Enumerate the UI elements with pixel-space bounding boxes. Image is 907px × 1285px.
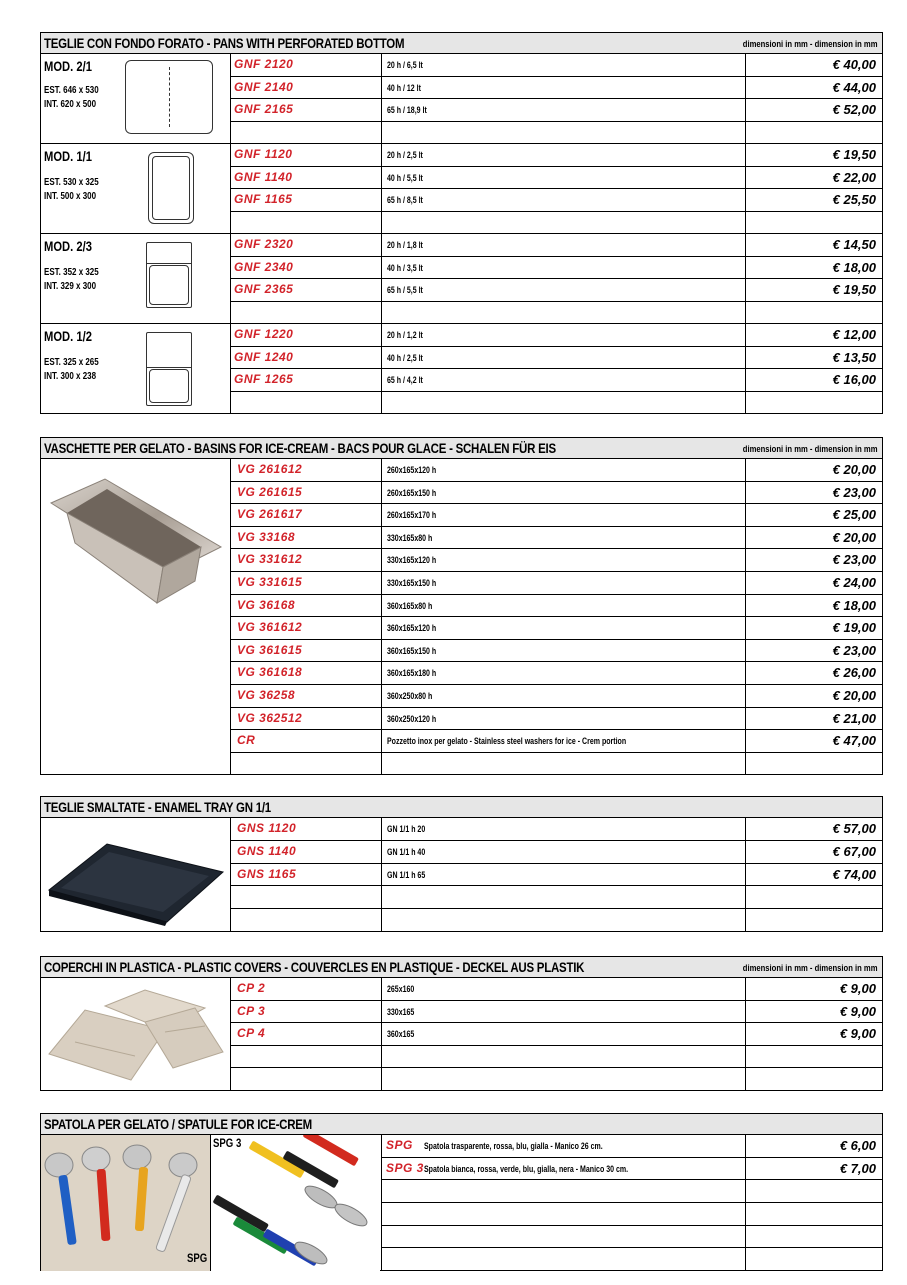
section-title: VASCHETTE PER GELATO - BASINS FOR ICE-CREAM - BACS POUR GLACE - SCHALEN FÜR EIS: [44, 440, 556, 456]
photo-label-spg3: SPG 3: [213, 1136, 242, 1150]
item-description: 265x160: [387, 984, 415, 994]
table-row: [230, 864, 882, 887]
item-code: GNF 1220: [234, 327, 294, 341]
item-code: GNF 2340: [234, 259, 294, 274]
section-icecream-spatula: [40, 1113, 883, 1271]
table-row: [230, 144, 882, 167]
item-price: € 25,00: [832, 507, 876, 523]
item-code: VG 361612: [237, 620, 303, 635]
table-row: [230, 504, 882, 527]
pan-inner-outline: [152, 156, 190, 220]
item-price: € 44,00: [832, 79, 876, 95]
dimensions-note: dimensioni in mm - dimension in mm: [743, 963, 878, 973]
item-code: GNF 2320: [234, 237, 294, 251]
table-row: [381, 1226, 882, 1249]
item-price: € 19,50: [832, 147, 876, 162]
covers-table: [41, 978, 882, 1091]
item-price: € 74,00: [832, 866, 876, 882]
item-price: € 19,00: [832, 620, 876, 636]
module-block: [41, 144, 230, 234]
item-price: € 18,00: [832, 597, 876, 613]
item-description: 360x165x80 h: [387, 600, 433, 611]
table-row: [381, 1203, 882, 1226]
module-block: [41, 324, 230, 414]
item-description: 360x165x120 h: [387, 623, 437, 634]
item-description: 330x165x80 h: [387, 532, 433, 543]
item-code: GNF 2140: [234, 79, 294, 94]
section-enamel-tray: [40, 796, 883, 932]
table-row: [230, 640, 882, 663]
item-price: € 26,00: [832, 665, 876, 681]
item-code: SPG 3: [386, 1160, 424, 1175]
section-title: TEGLIE CON FONDO FORATO - PANS WITH PERFORATED BOTTOM: [44, 35, 405, 51]
item-code: GNF 1140: [234, 169, 293, 184]
item-price: € 67,00: [832, 843, 876, 859]
table-row: [230, 392, 882, 414]
section-header: [41, 797, 882, 818]
item-price: € 7,00: [839, 1160, 876, 1176]
item-code: VG 36258: [237, 688, 296, 702]
table-row: [230, 753, 882, 775]
item-code: GNF 2165: [234, 102, 294, 116]
item-description: 360x250x80 h: [387, 691, 433, 701]
item-description: 65 h / 4,2 lt: [387, 375, 423, 385]
item-description: Spatola bianca, rossa, verde, blu, gialla, nera - Manico 30 cm.: [424, 1163, 629, 1174]
item-code: CP 2: [237, 981, 266, 995]
table-row: [230, 909, 882, 931]
item-price: € 23,00: [832, 484, 876, 500]
gastronorm-pan-icon: [146, 332, 192, 406]
table-row: [230, 459, 882, 482]
item-description: 330x165x120 h: [387, 555, 437, 566]
table-row: [230, 549, 882, 572]
item-code: GNF 2365: [234, 282, 294, 296]
item-code: VG 261612: [237, 462, 303, 476]
dimensions-note: dimensioni in mm - dimension in mm: [743, 39, 878, 49]
table-row: [230, 302, 882, 325]
table-row: [230, 324, 882, 347]
item-price: € 21,00: [832, 710, 876, 726]
item-price: € 20,00: [832, 688, 876, 703]
table-row: [230, 617, 882, 640]
item-code: CP 4: [237, 1026, 266, 1041]
section-perforated-pans: [40, 32, 883, 414]
item-description: 20 h / 6,5 lt: [387, 60, 423, 70]
item-price: € 12,00: [832, 327, 876, 342]
item-description: 360x165x150 h: [387, 645, 437, 656]
dimensions-note: dimensioni in mm - dimension in mm: [743, 444, 878, 454]
item-price: € 23,00: [832, 552, 876, 568]
table-row: [230, 1068, 882, 1090]
pan-divider: [147, 263, 191, 264]
item-price: € 13,50: [832, 349, 876, 365]
item-price: € 6,00: [839, 1138, 876, 1153]
pans-table: [41, 54, 882, 414]
item-price: € 16,00: [832, 372, 876, 387]
item-code: VG 362512: [237, 710, 303, 725]
spg-scoops-photo: [41, 1135, 210, 1271]
basins-table: [41, 459, 882, 775]
table-row: [230, 572, 882, 595]
item-code: CR: [237, 733, 256, 748]
item-description: Spatola trasparente, rossa, blu, gialla - Manico 26 cm.: [424, 1141, 603, 1151]
item-description: 360x165x180 h: [387, 668, 437, 679]
table-row: [230, 167, 882, 190]
item-description: 20 h / 1,8 lt: [387, 240, 423, 250]
spg3-spatulas-photo: [211, 1135, 380, 1271]
external-dimensions: EST. 646 x 530: [44, 85, 99, 96]
item-description: 260x165x170 h: [387, 510, 437, 521]
item-description: 65 h / 18,9 lt: [387, 105, 427, 115]
item-code: GNS 1120: [237, 821, 297, 835]
table-row: [230, 279, 882, 302]
gastronorm-pan-icon: [146, 242, 192, 308]
item-price: € 57,00: [832, 821, 876, 836]
item-description: 260x165x150 h: [387, 487, 437, 498]
table-row: [230, 841, 882, 864]
item-price: € 22,00: [832, 169, 876, 185]
gastronorm-pan-icon: [148, 152, 194, 224]
item-description: 260x165x120 h: [387, 465, 437, 475]
section-plastic-covers: [40, 956, 883, 1091]
item-description: 20 h / 2,5 lt: [387, 150, 423, 160]
section-icecream-basins: [40, 437, 883, 775]
item-price: € 14,50: [832, 237, 876, 252]
table-row: [230, 1001, 882, 1024]
table-row: [230, 730, 882, 753]
item-code: VG 33168: [237, 529, 296, 544]
item-description: Pozzetto inox per gelato - Stainless steel washers for ice - Crem portion: [387, 736, 627, 747]
module-label: MOD. 1/2: [44, 328, 92, 344]
item-description: 360x165: [387, 1029, 415, 1040]
table-row: [381, 1135, 882, 1158]
pan-divider: [147, 367, 191, 368]
item-price: € 40,00: [832, 57, 876, 72]
table-row: [230, 234, 882, 257]
item-code: VG 361618: [237, 665, 303, 680]
table-row: [230, 212, 882, 235]
internal-dimensions: INT. 620 x 500: [44, 99, 97, 110]
item-description: 65 h / 8,5 lt: [387, 195, 423, 205]
item-description: 20 h / 1,2 lt: [387, 330, 423, 340]
plastic-covers-photo: [45, 982, 227, 1086]
item-code: GNF 2120: [234, 57, 294, 71]
item-code: GNF 1265: [234, 372, 294, 386]
internal-dimensions: INT. 329 x 300: [44, 281, 97, 292]
table-row: [230, 369, 882, 392]
section-header: [41, 33, 882, 54]
table-row: [230, 978, 882, 1001]
divider-line: [169, 67, 170, 127]
enamel-tray-photo: [45, 826, 227, 926]
item-price: € 52,00: [832, 102, 876, 117]
icecream-basin-photo: [45, 463, 227, 613]
item-price: € 9,00: [839, 981, 876, 996]
item-code: SPG: [386, 1138, 413, 1152]
item-price: € 9,00: [839, 1003, 876, 1019]
section-header: [41, 957, 882, 978]
gastronorm-pan-icon: [125, 60, 213, 134]
item-description: 40 h / 3,5 lt: [387, 262, 423, 273]
item-description: 40 h / 12 lt: [387, 82, 421, 93]
section-title: SPATOLA PER GELATO / SPATULE FOR ICE-CREM: [44, 1116, 312, 1132]
external-dimensions: EST. 325 x 265: [44, 357, 99, 368]
table-row: [230, 482, 882, 505]
table-row: [230, 595, 882, 618]
item-code: GNF 1120: [234, 147, 293, 161]
table-row: [230, 662, 882, 685]
table-row: [230, 1046, 882, 1069]
item-code: VG 261617: [237, 507, 303, 522]
section-header: [41, 438, 882, 459]
table-row: [381, 1158, 882, 1181]
module-label: MOD. 1/1: [44, 148, 92, 164]
external-dimensions: EST. 352 x 325: [44, 267, 99, 278]
table-row: [230, 1023, 882, 1046]
module-label: MOD. 2/3: [44, 238, 92, 254]
item-price: € 23,00: [832, 642, 876, 658]
item-price: € 20,00: [832, 462, 876, 477]
item-description: GN 1/1 h 40: [387, 846, 426, 857]
module-block: [41, 54, 230, 144]
enamel-table: [41, 818, 882, 932]
table-row: [230, 347, 882, 370]
pan-inner-outline: [149, 265, 189, 305]
table-row: [230, 189, 882, 212]
item-price: € 24,00: [832, 575, 876, 590]
table-row: [381, 1249, 882, 1271]
table-row: [230, 708, 882, 731]
item-price: € 47,00: [832, 733, 876, 749]
item-price: € 9,00: [839, 1026, 876, 1042]
item-price: € 18,00: [832, 259, 876, 275]
table-row: [230, 77, 882, 100]
item-price: € 20,00: [832, 529, 876, 545]
item-description: 65 h / 5,5 lt: [387, 285, 423, 295]
table-row: [230, 257, 882, 280]
table-row: [230, 54, 882, 77]
item-code: VG 261615: [237, 484, 303, 499]
section-header: [41, 1114, 882, 1135]
item-code: VG 361615: [237, 642, 303, 657]
table-row: [381, 1180, 882, 1203]
internal-dimensions: INT. 300 x 238: [44, 371, 97, 382]
item-code: VG 36168: [237, 597, 296, 612]
photo-label-spg: SPG: [187, 1251, 208, 1265]
item-code: CP 3: [237, 1003, 266, 1018]
spatula-table: [41, 1135, 882, 1271]
item-price: € 19,50: [832, 282, 876, 297]
table-row: [230, 818, 882, 841]
pan-inner-outline: [149, 369, 189, 403]
item-description: 330x165: [387, 1006, 415, 1017]
module-label: MOD. 2/1: [44, 58, 92, 74]
item-code: VG 331615: [237, 575, 303, 589]
item-description: 360x250x120 h: [387, 713, 437, 724]
table-row: [230, 99, 882, 122]
item-code: VG 331612: [237, 552, 303, 567]
item-code: GNS 1140: [237, 843, 297, 858]
table-row: [230, 527, 882, 550]
item-description: GN 1/1 h 20: [387, 824, 426, 834]
table-row: [230, 685, 882, 708]
external-dimensions: EST. 530 x 325: [44, 177, 99, 188]
item-code: GNF 1165: [234, 192, 293, 206]
item-description: GN 1/1 h 65: [387, 869, 426, 880]
table-row: [230, 122, 882, 145]
section-title: TEGLIE SMALTATE - ENAMEL TRAY GN 1/1: [44, 799, 271, 815]
item-description: 40 h / 2,5 lt: [387, 352, 423, 363]
section-title: COPERCHI IN PLASTICA - PLASTIC COVERS - COUVERCLES EN PLASTIQUE - DECKEL AUS PLASTIK: [44, 959, 585, 975]
item-code: GNS 1165: [237, 866, 297, 881]
item-price: € 25,50: [832, 192, 876, 207]
table-row: [230, 886, 882, 909]
internal-dimensions: INT. 500 x 300: [44, 191, 97, 202]
module-block: [41, 234, 230, 324]
item-description: 330x165x150 h: [387, 578, 437, 588]
item-code: GNF 1240: [234, 349, 294, 364]
item-description: 40 h / 5,5 lt: [387, 172, 423, 183]
